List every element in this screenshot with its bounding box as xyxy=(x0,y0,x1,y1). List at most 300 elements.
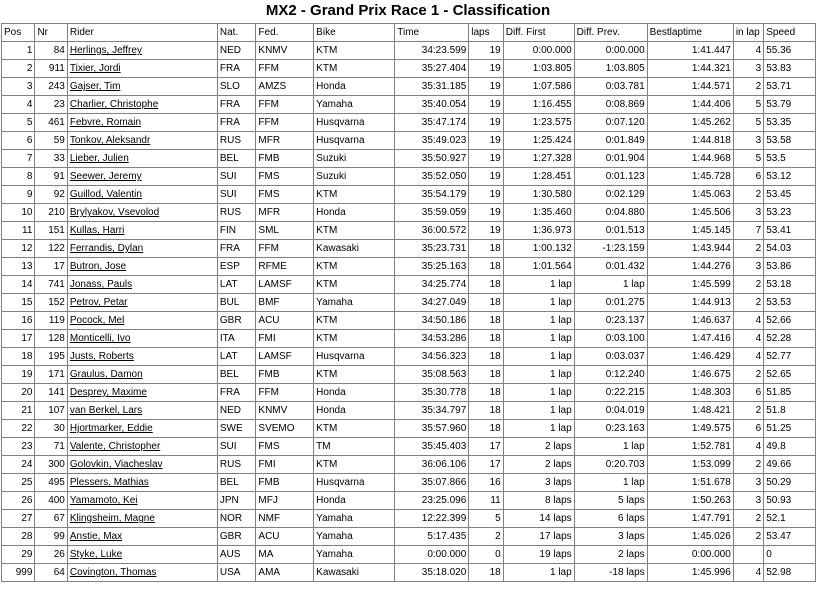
cell-diff-prev: 0:23.163 xyxy=(574,420,647,438)
cell-pos: 9 xyxy=(2,186,35,204)
rider-link[interactable]: Brylyakov, Vsevolod xyxy=(67,204,217,222)
cell-bestlaptime: 1:46.637 xyxy=(647,312,733,330)
column-header-in-lap: in lap xyxy=(733,24,763,42)
cell-fed: LAMSF xyxy=(256,348,314,366)
cell-pos: 18 xyxy=(2,348,35,366)
cell-nr: 141 xyxy=(35,384,67,402)
cell-time: 34:27.049 xyxy=(395,294,469,312)
cell-bestlaptime: 1:49.575 xyxy=(647,420,733,438)
cell-diff-first: 1:07.586 xyxy=(503,78,574,96)
table-row xyxy=(2,168,816,186)
cell-time: 5:17.435 xyxy=(395,528,469,546)
column-header-nr: Nr xyxy=(35,24,67,42)
table-row xyxy=(2,42,816,60)
cell-bestlaptime: 1:43.944 xyxy=(647,240,733,258)
cell-pos: 12 xyxy=(2,240,35,258)
cell-time: 0:00.000 xyxy=(395,546,469,564)
cell-diff-first: 1:36.973 xyxy=(503,222,574,240)
cell-nat: RUS xyxy=(217,204,256,222)
cell-fed: FFM xyxy=(256,60,314,78)
cell-nr: 210 xyxy=(35,204,67,222)
cell-speed: 53.53 xyxy=(764,294,816,312)
cell-fed: FFM xyxy=(256,96,314,114)
cell-diff-prev: 1 lap xyxy=(574,438,647,456)
cell-bestlaptime: 1:44.913 xyxy=(647,294,733,312)
cell-speed: 51.8 xyxy=(764,402,816,420)
cell-laps: 19 xyxy=(469,150,503,168)
cell-laps: 18 xyxy=(469,384,503,402)
cell-nat: NED xyxy=(217,42,256,60)
cell-laps: 19 xyxy=(469,222,503,240)
cell-pos: 1 xyxy=(2,42,35,60)
cell-time: 35:23.731 xyxy=(395,240,469,258)
cell-diff-prev: 1:03.805 xyxy=(574,60,647,78)
table-header xyxy=(2,24,816,42)
cell-bike: Suzuki xyxy=(314,168,395,186)
rider-link[interactable]: Plessers, Mathias xyxy=(67,474,217,492)
cell-fed: KNMV xyxy=(256,402,314,420)
cell-bike: Yamaha xyxy=(314,528,395,546)
cell-diff-prev: 2 laps xyxy=(574,546,647,564)
page-title: MX2 - Grand Prix Race 1 - Classification xyxy=(265,2,551,19)
rider-link[interactable]: Graulus, Damon xyxy=(67,366,217,384)
table-row xyxy=(2,492,816,510)
table-row xyxy=(2,546,816,564)
cell-laps: 19 xyxy=(469,78,503,96)
rider-link[interactable]: Hjortmarker, Eddie xyxy=(67,420,217,438)
table-row xyxy=(2,330,816,348)
rider-link[interactable]: Pocock, Mel xyxy=(67,312,217,330)
cell-speed: 55.36 xyxy=(764,42,816,60)
rider-link[interactable]: Herlings, Jeffrey xyxy=(67,42,217,60)
rider-link[interactable]: Gajser, Tim xyxy=(67,78,217,96)
table-row xyxy=(2,456,816,474)
cell-bestlaptime: 1:47.791 xyxy=(647,510,733,528)
cell-in-lap: 4 xyxy=(733,438,763,456)
cell-diff-first: 17 laps xyxy=(503,528,574,546)
cell-time: 35:50.927 xyxy=(395,150,469,168)
rider-link[interactable]: Golovkin, Viacheslav xyxy=(67,456,217,474)
cell-speed: 52.1 xyxy=(764,510,816,528)
cell-nat: FRA xyxy=(217,384,256,402)
cell-in-lap: 2 xyxy=(733,294,763,312)
cell-nr: 300 xyxy=(35,456,67,474)
cell-bestlaptime: 1:48.421 xyxy=(647,402,733,420)
rider-link[interactable]: Desprey, Maxime xyxy=(67,384,217,402)
table-row xyxy=(2,240,816,258)
cell-nat: GBR xyxy=(217,312,256,330)
cell-diff-prev: 0:00.000 xyxy=(574,42,647,60)
cell-bestlaptime: 1:45.599 xyxy=(647,276,733,294)
table-row xyxy=(2,384,816,402)
cell-fed: FFM xyxy=(256,384,314,402)
cell-in-lap: 2 xyxy=(733,276,763,294)
column-header-diff-first: Diff. First xyxy=(503,24,574,42)
rider-link[interactable]: van Berkel, Lars xyxy=(67,402,217,420)
cell-laps: 19 xyxy=(469,114,503,132)
cell-bike: KTM xyxy=(314,312,395,330)
cell-nat: SLO xyxy=(217,78,256,96)
cell-in-lap: 4 xyxy=(733,312,763,330)
rider-link[interactable]: Ferrandis, Dylan xyxy=(67,240,217,258)
cell-bike: KTM xyxy=(314,366,395,384)
cell-in-lap: 6 xyxy=(733,168,763,186)
cell-time: 35:08.563 xyxy=(395,366,469,384)
rider-link[interactable]: Yamamoto, Kei xyxy=(67,492,217,510)
cell-diff-prev: 0:23.137 xyxy=(574,312,647,330)
cell-in-lap: 2 xyxy=(733,402,763,420)
cell-nr: 23 xyxy=(35,96,67,114)
rider-link[interactable]: Guillod, Valentin xyxy=(67,186,217,204)
cell-speed: 52.66 xyxy=(764,312,816,330)
cell-nr: 99 xyxy=(35,528,67,546)
cell-fed: NMF xyxy=(256,510,314,528)
cell-in-lap: 3 xyxy=(733,204,763,222)
cell-fed: FMI xyxy=(256,330,314,348)
cell-speed: 52.28 xyxy=(764,330,816,348)
cell-laps: 18 xyxy=(469,564,503,582)
cell-time: 23:25.096 xyxy=(395,492,469,510)
rider-link[interactable]: Styke, Luke xyxy=(67,546,217,564)
table-row xyxy=(2,150,816,168)
cell-fed: RFME xyxy=(256,258,314,276)
cell-fed: FMB xyxy=(256,150,314,168)
cell-diff-prev: 0:04.019 xyxy=(574,402,647,420)
cell-nat: FIN xyxy=(217,222,256,240)
cell-bestlaptime: 1:44.406 xyxy=(647,96,733,114)
cell-pos: 11 xyxy=(2,222,35,240)
table-row xyxy=(2,510,816,528)
column-header-laps: laps xyxy=(469,24,503,42)
cell-diff-first: 1 lap xyxy=(503,312,574,330)
cell-in-lap: 2 xyxy=(733,510,763,528)
cell-nr: 741 xyxy=(35,276,67,294)
cell-bestlaptime: 1:47.416 xyxy=(647,330,733,348)
cell-in-lap xyxy=(733,546,763,564)
cell-nr: 107 xyxy=(35,402,67,420)
cell-laps: 19 xyxy=(469,132,503,150)
cell-pos: 16 xyxy=(2,312,35,330)
cell-nat: AUS xyxy=(217,546,256,564)
cell-bestlaptime: 1:45.506 xyxy=(647,204,733,222)
cell-nr: 67 xyxy=(35,510,67,528)
rider-link[interactable]: Seewer, Jeremy xyxy=(67,168,217,186)
cell-diff-first: 1 lap xyxy=(503,402,574,420)
cell-laps: 18 xyxy=(469,330,503,348)
cell-diff-first: 1:35.460 xyxy=(503,204,574,222)
cell-fed: ACU xyxy=(256,528,314,546)
cell-bike: Honda xyxy=(314,78,395,96)
rider-link[interactable]: Jonass, Pauls xyxy=(67,276,217,294)
cell-nat: SUI xyxy=(217,168,256,186)
cell-diff-prev: 3 laps xyxy=(574,528,647,546)
cell-diff-prev: 0:03.100 xyxy=(574,330,647,348)
cell-speed: 53.58 xyxy=(764,132,816,150)
cell-diff-first: 1 lap xyxy=(503,294,574,312)
table-row xyxy=(2,258,816,276)
cell-nat: SUI xyxy=(217,186,256,204)
cell-diff-first: 1:23.575 xyxy=(503,114,574,132)
cell-bestlaptime: 1:45.262 xyxy=(647,114,733,132)
table-row xyxy=(2,294,816,312)
cell-in-lap: 6 xyxy=(733,384,763,402)
table-row xyxy=(2,348,816,366)
cell-laps: 0 xyxy=(469,546,503,564)
cell-laps: 18 xyxy=(469,240,503,258)
cell-bike: Honda xyxy=(314,384,395,402)
cell-pos: 8 xyxy=(2,168,35,186)
cell-in-lap: 5 xyxy=(733,114,763,132)
cell-pos: 28 xyxy=(2,528,35,546)
cell-in-lap: 4 xyxy=(733,564,763,582)
cell-diff-prev: 1 lap xyxy=(574,276,647,294)
cell-diff-prev: 0:07.120 xyxy=(574,114,647,132)
cell-laps: 16 xyxy=(469,474,503,492)
cell-nr: 33 xyxy=(35,150,67,168)
classification-table xyxy=(1,23,816,582)
cell-diff-prev: 0:03.781 xyxy=(574,78,647,96)
cell-fed: MFR xyxy=(256,204,314,222)
cell-speed: 50.93 xyxy=(764,492,816,510)
cell-nat: JPN xyxy=(217,492,256,510)
cell-bike: KTM xyxy=(314,276,395,294)
cell-laps: 17 xyxy=(469,438,503,456)
column-header-fed: Fed. xyxy=(256,24,314,42)
cell-diff-prev: 0:01.513 xyxy=(574,222,647,240)
cell-fed: BMF xyxy=(256,294,314,312)
cell-in-lap: 4 xyxy=(733,42,763,60)
cell-bike: KTM xyxy=(314,42,395,60)
cell-fed: FMI xyxy=(256,456,314,474)
cell-bike: KTM xyxy=(314,258,395,276)
cell-speed: 53.41 xyxy=(764,222,816,240)
cell-laps: 19 xyxy=(469,168,503,186)
rider-link[interactable]: Covington, Thomas xyxy=(67,564,217,582)
rider-link[interactable]: Valente, Christopher xyxy=(67,438,217,456)
cell-fed: KNMV xyxy=(256,42,314,60)
cell-diff-first: 0:00.000 xyxy=(503,42,574,60)
cell-bike: Husqvarna xyxy=(314,474,395,492)
cell-diff-first: 1:27.328 xyxy=(503,150,574,168)
cell-laps: 18 xyxy=(469,294,503,312)
cell-time: 35:49.023 xyxy=(395,132,469,150)
cell-time: 35:31.185 xyxy=(395,78,469,96)
cell-nr: 171 xyxy=(35,366,67,384)
cell-bike: KTM xyxy=(314,330,395,348)
cell-nr: 119 xyxy=(35,312,67,330)
rider-link[interactable]: Petrov, Petar xyxy=(67,294,217,312)
cell-pos: 21 xyxy=(2,402,35,420)
cell-speed: 49.66 xyxy=(764,456,816,474)
cell-diff-first: 1:30.580 xyxy=(503,186,574,204)
table-row xyxy=(2,114,816,132)
cell-fed: AMA xyxy=(256,564,314,582)
cell-laps: 18 xyxy=(469,366,503,384)
cell-speed: 52.65 xyxy=(764,366,816,384)
cell-pos: 3 xyxy=(2,78,35,96)
cell-bestlaptime: 1:51.678 xyxy=(647,474,733,492)
cell-fed: SML xyxy=(256,222,314,240)
cell-nat: BUL xyxy=(217,294,256,312)
cell-laps: 19 xyxy=(469,42,503,60)
cell-nr: 461 xyxy=(35,114,67,132)
column-header-pos: Pos xyxy=(2,24,35,42)
cell-speed: 49.8 xyxy=(764,438,816,456)
column-header-bike: Bike xyxy=(314,24,395,42)
cell-pos: 6 xyxy=(2,132,35,150)
cell-fed: LAMSF xyxy=(256,276,314,294)
cell-diff-first: 1:16.455 xyxy=(503,96,574,114)
cell-nat: FRA xyxy=(217,60,256,78)
table-body xyxy=(2,42,816,582)
cell-bestlaptime: 1:41.447 xyxy=(647,42,733,60)
cell-diff-prev: 0:01.849 xyxy=(574,132,647,150)
cell-diff-first: 14 laps xyxy=(503,510,574,528)
cell-in-lap: 2 xyxy=(733,78,763,96)
cell-fed: AMZS xyxy=(256,78,314,96)
cell-diff-first: 1 lap xyxy=(503,420,574,438)
cell-time: 35:45.403 xyxy=(395,438,469,456)
cell-pos: 5 xyxy=(2,114,35,132)
cell-bestlaptime: 1:45.026 xyxy=(647,528,733,546)
cell-in-lap: 2 xyxy=(733,528,763,546)
cell-speed: 51.25 xyxy=(764,420,816,438)
cell-diff-prev: 0:04.880 xyxy=(574,204,647,222)
cell-pos: 20 xyxy=(2,384,35,402)
rider-link[interactable]: Lieber, Julien xyxy=(67,150,217,168)
cell-speed: 51.85 xyxy=(764,384,816,402)
cell-bike: Yamaha xyxy=(314,510,395,528)
cell-diff-first: 1:01.564 xyxy=(503,258,574,276)
rider-link[interactable]: Justs, Roberts xyxy=(67,348,217,366)
cell-nat: LAT xyxy=(217,276,256,294)
cell-bestlaptime: 1:45.063 xyxy=(647,186,733,204)
cell-bike: KTM xyxy=(314,60,395,78)
cell-bestlaptime: 1:44.276 xyxy=(647,258,733,276)
cell-laps: 18 xyxy=(469,348,503,366)
cell-bestlaptime: 1:46.429 xyxy=(647,348,733,366)
cell-bestlaptime: 1:53.099 xyxy=(647,456,733,474)
cell-fed: FMB xyxy=(256,474,314,492)
table-row xyxy=(2,96,816,114)
column-header-time: Time xyxy=(395,24,469,42)
rider-link[interactable]: Charlier, Christophe xyxy=(67,96,217,114)
cell-time: 12:22.399 xyxy=(395,510,469,528)
table-row xyxy=(2,312,816,330)
cell-laps: 5 xyxy=(469,510,503,528)
cell-laps: 18 xyxy=(469,312,503,330)
cell-in-lap: 3 xyxy=(733,132,763,150)
rider-link[interactable]: Klingsheim, Magne xyxy=(67,510,217,528)
cell-in-lap: 7 xyxy=(733,222,763,240)
cell-fed: MFR xyxy=(256,132,314,150)
cell-time: 34:23.599 xyxy=(395,42,469,60)
cell-in-lap: 2 xyxy=(733,456,763,474)
cell-time: 35:34.797 xyxy=(395,402,469,420)
cell-pos: 25 xyxy=(2,474,35,492)
rider-link[interactable]: Kullas, Harri xyxy=(67,222,217,240)
cell-bike: Husqvarna xyxy=(314,114,395,132)
cell-nr: 71 xyxy=(35,438,67,456)
cell-bestlaptime: 1:44.321 xyxy=(647,60,733,78)
rider-link[interactable]: Butron, Jose xyxy=(67,258,217,276)
cell-diff-first: 2 laps xyxy=(503,456,574,474)
header-row xyxy=(2,24,816,42)
cell-bestlaptime: 0:00.000 xyxy=(647,546,733,564)
cell-in-lap: 2 xyxy=(733,240,763,258)
cell-time: 35:40.054 xyxy=(395,96,469,114)
cell-speed: 52.98 xyxy=(764,564,816,582)
cell-diff-prev: 0:01.275 xyxy=(574,294,647,312)
cell-time: 35:54.179 xyxy=(395,186,469,204)
cell-in-lap: 2 xyxy=(733,366,763,384)
cell-nr: 122 xyxy=(35,240,67,258)
table-row xyxy=(2,222,816,240)
cell-time: 36:00.572 xyxy=(395,222,469,240)
cell-speed: 0 xyxy=(764,546,816,564)
cell-diff-first: 1 lap xyxy=(503,348,574,366)
cell-nr: 152 xyxy=(35,294,67,312)
cell-in-lap: 3 xyxy=(733,258,763,276)
rider-link[interactable]: Tonkov, Aleksandr xyxy=(67,132,217,150)
cell-in-lap: 4 xyxy=(733,330,763,348)
cell-nr: 911 xyxy=(35,60,67,78)
rider-link[interactable]: Febvre, Romain xyxy=(67,114,217,132)
table-row xyxy=(2,78,816,96)
cell-fed: MFJ xyxy=(256,492,314,510)
cell-time: 34:25.774 xyxy=(395,276,469,294)
cell-laps: 2 xyxy=(469,528,503,546)
cell-fed: FMS xyxy=(256,438,314,456)
cell-diff-first: 8 laps xyxy=(503,492,574,510)
rider-link[interactable]: Tixier, Jordi xyxy=(67,60,217,78)
cell-pos: 19 xyxy=(2,366,35,384)
table-row xyxy=(2,366,816,384)
rider-link[interactable]: Monticelli, Ivo xyxy=(67,330,217,348)
cell-diff-prev: 0:01.904 xyxy=(574,150,647,168)
cell-nr: 92 xyxy=(35,186,67,204)
table-row xyxy=(2,204,816,222)
cell-diff-first: 1 lap xyxy=(503,276,574,294)
cell-bestlaptime: 1:45.728 xyxy=(647,168,733,186)
cell-bestlaptime: 1:44.968 xyxy=(647,150,733,168)
cell-nat: SUI xyxy=(217,438,256,456)
cell-fed: FFM xyxy=(256,114,314,132)
cell-nr: 26 xyxy=(35,546,67,564)
cell-nat: BEL xyxy=(217,150,256,168)
cell-speed: 53.5 xyxy=(764,150,816,168)
column-header-speed: Speed xyxy=(764,24,816,42)
cell-time: 35:07.866 xyxy=(395,474,469,492)
rider-link[interactable]: Anstie, Max xyxy=(67,528,217,546)
cell-bike: Kawasaki xyxy=(314,240,395,258)
cell-laps: 18 xyxy=(469,276,503,294)
cell-speed: 54.03 xyxy=(764,240,816,258)
cell-bike: Suzuki xyxy=(314,150,395,168)
cell-diff-prev: 0:03.037 xyxy=(574,348,647,366)
cell-speed: 53.12 xyxy=(764,168,816,186)
cell-pos: 4 xyxy=(2,96,35,114)
cell-nr: 64 xyxy=(35,564,67,582)
table-row xyxy=(2,186,816,204)
cell-nat: FRA xyxy=(217,240,256,258)
cell-time: 35:47.174 xyxy=(395,114,469,132)
cell-diff-prev: 5 laps xyxy=(574,492,647,510)
cell-in-lap: 4 xyxy=(733,348,763,366)
cell-diff-first: 2 laps xyxy=(503,438,574,456)
cell-nr: 30 xyxy=(35,420,67,438)
cell-time: 34:56.323 xyxy=(395,348,469,366)
